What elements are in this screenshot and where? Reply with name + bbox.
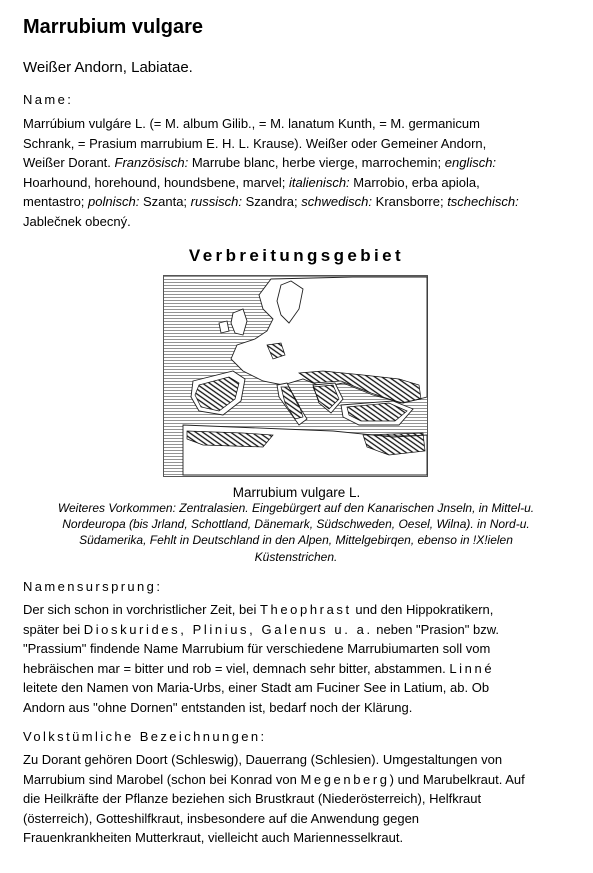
text-line: Andorn aus "ohne Dornen" entstanden ist, bedarf noch der Klärung.: [23, 699, 413, 715]
name-paragraph: [23, 114, 571, 232]
folk-names-heading: Volkstümliche Bezeichnungen:: [23, 729, 267, 744]
text-line: Marrúbium vulgáre L. (= M. album Gilib., = M. lanatum Kunth, = M. germanicum: [23, 116, 480, 131]
text-line: Weißer Dorant. Französisch: Marrube blanc, herbe vierge, marrochemin; englisch:: [23, 155, 497, 171]
caption-line: Küstenstrichen.: [254, 549, 338, 564]
text-line: Marrubium sind Marobel (schon bei Konrad von Megenberg) und Marubelkraut. Auf: [23, 771, 525, 787]
text-line: Der sich schon in vorchristlicher Zeit, bei Theophrast und den Hippokratikern,: [23, 602, 494, 617]
caption-line: Südamerika, Fehlt in Deutschland in den Alpen, Mittelgebirqen, ebenso in !X!ielen: [79, 533, 513, 548]
subtitle: Weißer Andorn, Labiatae.: [23, 59, 193, 76]
map-caption-title: Marrubium vulgare L.: [232, 485, 361, 500]
text-line: "Prassium" findende Name Marrubium für verschiedene Marrubiumarten soll vom: [23, 641, 491, 657]
text-line: Schrank, = Prasium marrubium E. H. L. Krause). Weißer oder Gemeiner Andorn,: [23, 135, 487, 151]
text-line: (österreich), Gotteshilfkraut, insbesondere auf die Anwendung gegen: [23, 810, 420, 826]
map-caption-text: [22, 500, 570, 565]
caption-line: Nordeuropa (bis Jrland, Schottland, Dänemark, Südschweden, Oesel, Wilna). in Nord-u.: [62, 517, 530, 532]
folk-names-paragraph: [23, 750, 571, 848]
text-line: mentastro; polnisch: Szanta; russisch: Szandra; schwedisch: Kransborre; tschechisch:: [23, 194, 519, 210]
text-line: Jablečnek obecný.: [23, 213, 131, 229]
caption-line: Weiteres Vorkommen: Zentralasien. Eingebürgert auf den Kanarischen Jnseln, in Mittel-u.: [57, 501, 535, 515]
name-heading: Name:: [23, 92, 74, 107]
page-title: Marrubium vulgare: [23, 16, 204, 38]
origin-paragraph: [23, 600, 571, 718]
text-line: Frauenkrankheiten Mutterkraut, vielleicht auch Mariennesselkraut.: [23, 830, 404, 846]
text-line: die Heilkräfte der Pflanze beziehen sich Brustkraut (Niederösterreich), Helfkraut: [23, 791, 482, 807]
text-line: hebräischen mar = bitter und rob = viel, demnach sehr bitter, abstammen. Linné: [23, 660, 495, 676]
origin-heading: Namensursprung:: [23, 579, 163, 594]
text-line: später bei Dioskurides, Plinius, Galenus u. a. neben "Prasion" bzw.: [23, 621, 499, 637]
text-line: leitete den Namen von Maria-Urbs, einer Stadt am Fuciner See in Latium, ab. Ob: [23, 680, 490, 696]
distribution-heading: Verbreitungsgebiet: [188, 246, 405, 265]
distribution-map: [163, 275, 428, 477]
text-line: Hoarhound, horehound, houndsbene, marvel; italienisch: Marrobio, erba apiola,: [23, 174, 480, 190]
text-line: Zu Dorant gehören Doort (Schleswig), Dauerrang (Schlesien). Umgestaltungen von: [23, 752, 503, 767]
